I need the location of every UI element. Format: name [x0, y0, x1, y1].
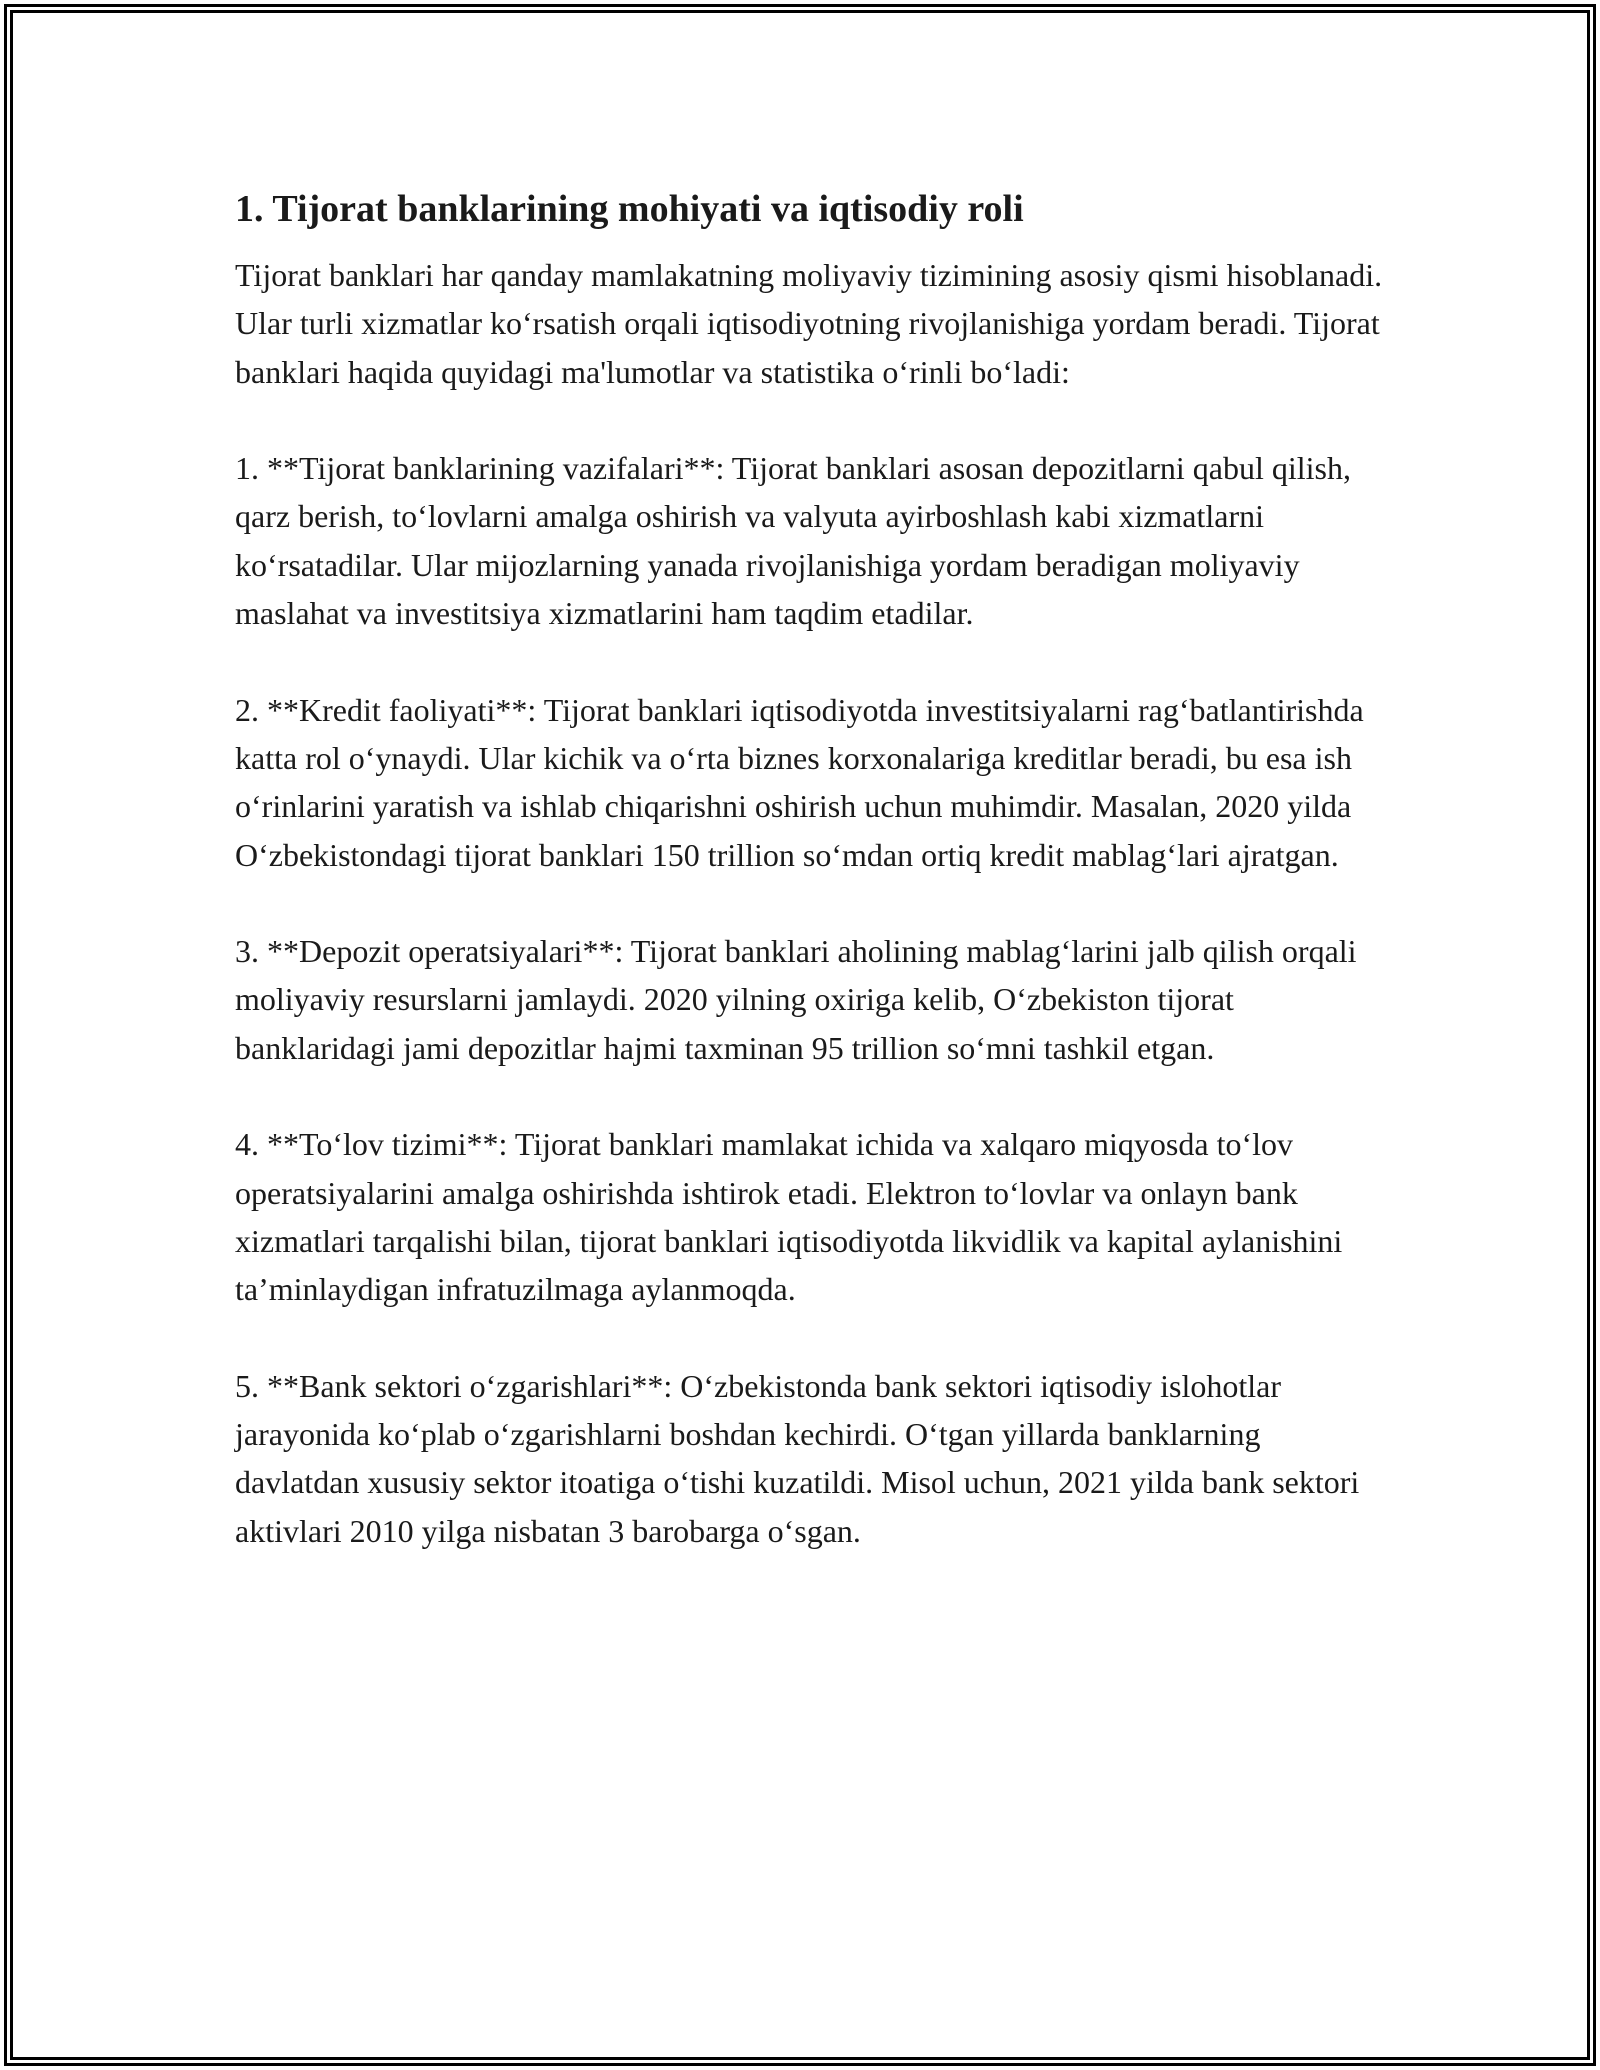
paragraph-bank-sector-changes: 5. **Bank sektori o‘zgarishlari**: O‘zbekistonda bank sektori iqtisodiy islohotlar jarayonida ko‘plab o‘zgarishlarni boshdan kechirdi. O‘tgan yillarda banklarning davlatdan xususiy sektor itoatiga o‘tishi kuzatildi. Misol uchun, 2021 yilda bank sektori aktivlari 2010 yilga nisbatan 3 barobarga o‘sgan. — [235, 1367, 1360, 1549]
intro-paragraph: Tijorat banklari har qanday mamlakatning moliyaviy tizimining asosiy qismi hisoblanadi. Ular turli xizmatlar ko‘rsatish orqali iqtisodiyotning rivojlanishiga yordam beradi. Tijorat banklari haqida quyidagi ma'lumotlar va statistika o‘rinli bo‘ladi: — [235, 257, 1383, 390]
document-body — [235, 185, 1385, 1603]
paragraph-payment-system: 4. **To‘lov tizimi**: Tijorat banklari mamlakat ichida va xalqaro miqyosda to‘lov operatsiyalarini amalga oshirishda ishtirok etadi. Elektron to‘lovlar va onlayn bank xizmatlari tarqalishi bilan, tijorat banklari iqtisodiyotda likvidlik va kapital aylanishini ta’minlaydigan infratuzilmaga aylanmoqda. — [235, 1126, 1343, 1308]
paragraph-credit-activity: 2. **Kredit faoliyati**: Tijorat banklari iqtisodiyotda investitsiyalarni rag‘batlantirishda katta rol o‘ynaydi. Ular kichik va o‘rta biznes korxonalariga kreditlar beradi, bu esa ish o‘rinlarini yaratish va ishlab chiqarishni oshirish uchun muhimdir. Masalan, 2020 yilda O‘zbekistondagi tijorat banklari 150 trillion so‘mdan ortiq kredit mablag‘lari ajratgan. — [235, 691, 1364, 873]
paragraph-bank-functions: 1. **Tijorat banklarining vazifalari**: Tijorat banklari asosan depozitlarni qabul qilish, qarz berish, to‘lovlarni amalga oshirish va valyuta ayirboshlash kabi xizmatlarni ko‘rsatadilar. Ular mijozlarning yanada rivojlanishiga yordam beradigan moliyaviy maslahat va investitsiya xizmatlarini ham taqdim etadilar. — [235, 450, 1351, 632]
section-title: 1. Tijorat banklarining mohiyati va iqtisodiy roli — [235, 188, 1024, 230]
paragraph-deposit-operations: 3. **Depozit operatsiyalari**: Tijorat banklari aholining mablag‘larini jalb qilish orqali moliyaviy resurslarni jamlaydi. 2020 yilning oxiriga kelib, O‘zbekiston tijorat banklaridagi jami depozitlar hajmi taxminan 95 trillion so‘mni tashkil etgan. — [235, 933, 1357, 1066]
